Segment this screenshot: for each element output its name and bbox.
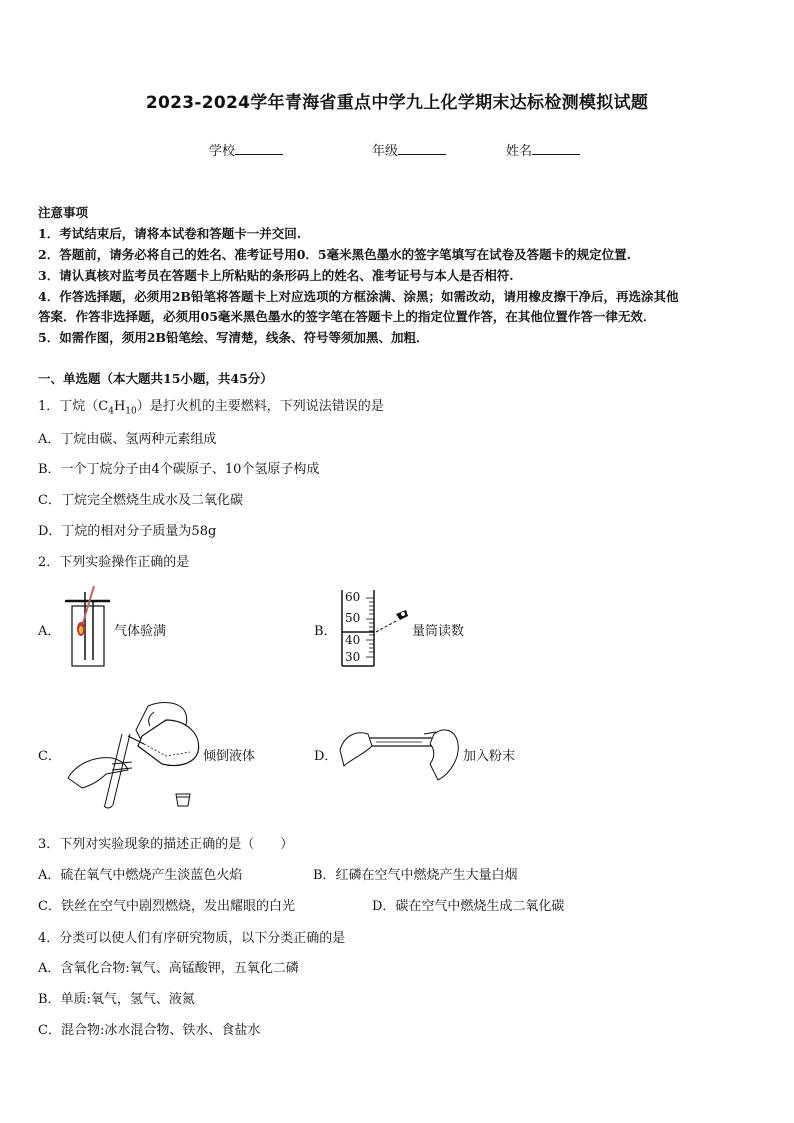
question-3-option-d[interactable]: D．碳在空气中燃烧生成二氧化碳 — [372, 899, 565, 914]
question-4-option-b[interactable]: B．单质:氧气，氢气、液氮 — [38, 992, 195, 1007]
note-item: 3．请认真核对监考员在答题卡上所粘贴的条形码上的姓名、准考证号与本人是否相符. — [38, 268, 514, 283]
note-item: 2．答题前，请务必将自己的姓名、准考证号用0．5毫米黑色墨水的签字笔填写在试卷及答题卡的规定位置. — [38, 247, 631, 262]
cylinder-tick-60: 60 — [345, 590, 361, 604]
bottle-stopper-icon — [172, 792, 194, 808]
grade-field[interactable] — [372, 140, 446, 159]
question-1-option-a[interactable]: A．丁烷由碳、氢两种元素组成 — [38, 432, 217, 447]
note-item: 4．作答选择题，必须用2B铅笔将答题卡上对应选项的方框涂满、涂黑；如需改动，请用橡皮擦干净后，再选涂其他 — [38, 289, 679, 304]
question-1-option-c[interactable]: C．丁烷完全燃烧生成水及二氧化碳 — [38, 493, 243, 508]
question-3-option-a[interactable]: A．硫在氧气中燃烧产生淡蓝色火焰 — [38, 868, 243, 883]
question-2-option-b-label: 量筒读数 — [412, 624, 465, 639]
school-label: 学校 — [209, 144, 236, 159]
question-3-stem: 3．下列对实验现象的描述正确的是（ ） — [38, 837, 294, 852]
cylinder-tick-40: 40 — [345, 633, 361, 647]
name-blank — [532, 142, 580, 155]
cylinder-tick-30: 30 — [345, 650, 361, 664]
question-2-option-c-letter[interactable]: C． — [38, 749, 61, 764]
question-2-stem: 2．下列实验操作正确的是 — [38, 555, 190, 570]
grade-blank — [398, 142, 446, 155]
question-3-option-c[interactable]: C．铁丝在空气中剧烈燃烧，发出耀眼的白光 — [38, 899, 295, 914]
question-2-option-a-letter[interactable]: A． — [38, 624, 61, 639]
question-2-option-a-label: 气体验满 — [114, 624, 167, 639]
question-2-option-b-letter[interactable]: B． — [314, 624, 337, 639]
question-2-option-d-letter[interactable]: D． — [314, 749, 338, 764]
note-item: 5．如需作图，须用2B铅笔绘、写清楚，线条、符号等须加黑、加粗． — [38, 330, 429, 345]
note-item: 答案．作答非选择题，必须用05毫米黑色墨水的签字笔在答题卡上的指定位置作答，在其他位置作答一律无效． — [38, 309, 656, 324]
question-3-option-b[interactable]: B．红磷在空气中燃烧产生大量白烟 — [313, 868, 518, 883]
notes-heading: 注意事项 — [38, 205, 89, 220]
question-1-stem: 1．丁烷$(C_4H_{10})$是打火机的主要燃料，下列说法错误的是 — [38, 399, 384, 417]
cylinder-tick-50: 50 — [345, 611, 361, 625]
name-label: 姓名 — [506, 144, 533, 159]
gas-collection-bottle-icon — [62, 584, 114, 670]
question-4-stem: 4．分类可以使人们有序研究物质，以下分类正确的是 — [38, 931, 346, 946]
school-field[interactable] — [209, 140, 283, 159]
name-field[interactable] — [506, 140, 580, 159]
question-2-option-d-label: 加入粉末 — [463, 749, 516, 764]
grade-label: 年级 — [372, 144, 399, 159]
question-1-option-b[interactable]: B．一个丁烷分子由4个碳原子、10个氢原子构成 — [38, 462, 320, 477]
adding-powder-test-tube-icon — [338, 720, 462, 784]
section-heading: 一、单选题（本大题共15小题，共45分） — [38, 371, 273, 386]
question-4-option-a[interactable]: A．含氧化合物:氧气、高锰酸钾，五氧化二磷 — [38, 961, 299, 976]
question-1-option-d[interactable]: D．丁烷的相对分子质量为58g — [38, 524, 217, 539]
note-item: 1．考试结束后，请将本试卷和答题卡一并交回. — [38, 226, 302, 241]
question-2-option-c-label: 倾倒液体 — [203, 749, 256, 764]
page-title: 2023-2024学年青海省重点中学九上化学期末达标检测模拟试题 — [145, 93, 649, 113]
school-blank — [235, 142, 283, 155]
question-4-option-c[interactable]: C．混合物:冰水混合物、铁水、食盐水 — [38, 1023, 261, 1038]
